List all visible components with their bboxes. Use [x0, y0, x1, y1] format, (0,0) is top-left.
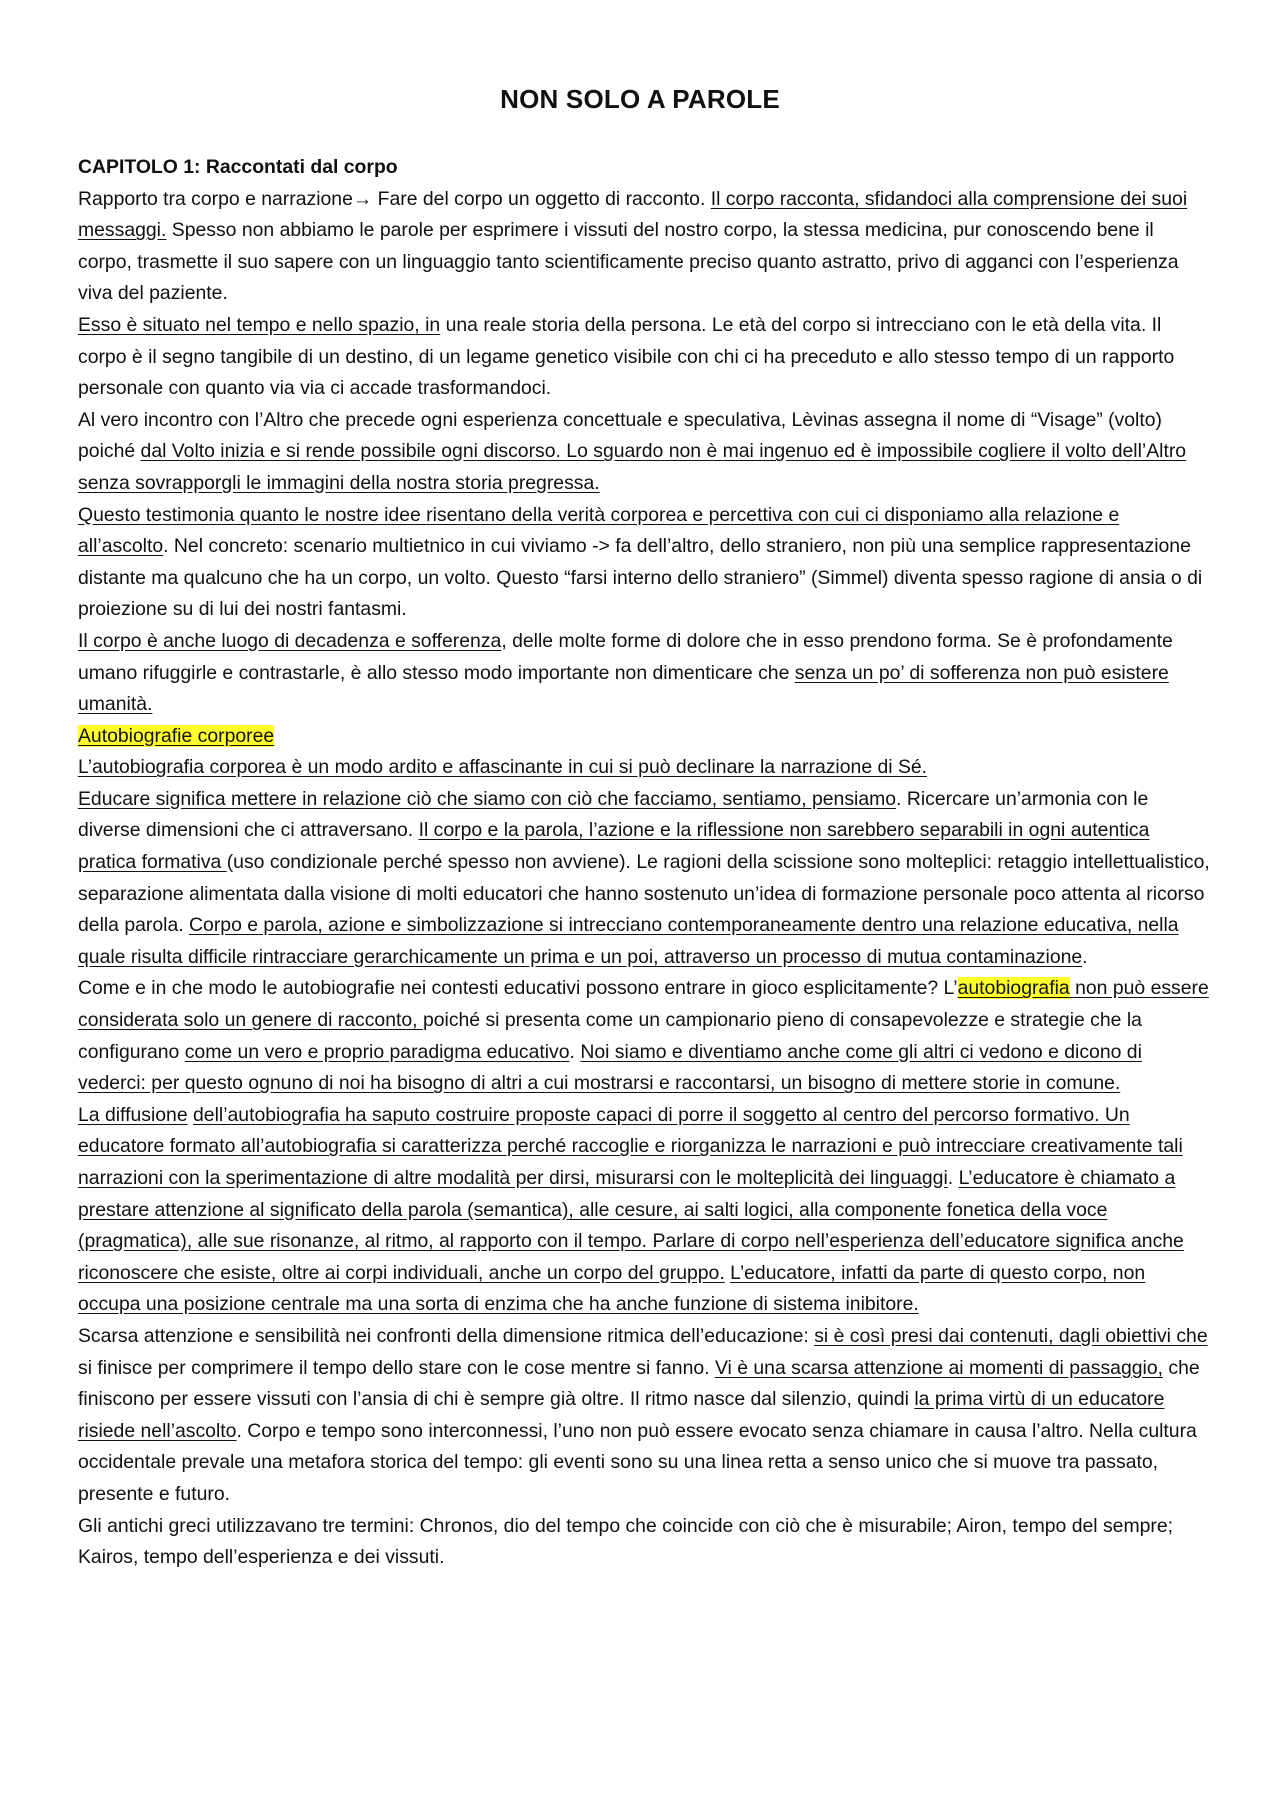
- paragraph: [78, 405, 1212, 500]
- document-body: [78, 152, 1212, 1574]
- text-run: → Fare del corpo un oggetto di racconto.: [352, 187, 711, 210]
- paragraph: [78, 500, 1212, 626]
- text-run: Come e in che modo le autobiografie nei contesti educativi possono entrare in gioco esplicitamente? L’: [78, 977, 958, 1000]
- text-run: (uso condizionale perché spesso non avviene). Le ragioni della scissione sono molteplici: retaggio intellettualistico, separazione alimentata dalla visione di molti educatori che hanno sostenuto un’idea di formazione personale poco attenta al ricorso della parola.: [78, 851, 1210, 937]
- underlined-text: non può essere considerata solo un genere di racconto,: [78, 977, 1209, 1032]
- underlined-text: Corpo e parola, azione e simbolizzazione si intrecciano contemporaneamente dentro una relazione educativa, nella quale risulta difficile rintracciare gerarchicamente un prima e un poi, attraverso un processo di mutua contaminazione: [78, 914, 1179, 968]
- highlighted-text: Autobiografie corporee: [78, 724, 275, 747]
- text-run: Spesso non abbiamo le parole per esprimere i vissuti del nostro corpo, la stessa medicina, pur conoscendo bene il corpo, trasmette il suo sapere con un linguaggio tanto scientificamente preciso quanto astratto, privo di agganci con l’esperienza viva del paziente.: [78, 219, 1179, 305]
- text-run: . Corpo e tempo sono interconnessi, l’uno non può essere evocato senza chiamare in causa l’altro. Nella cultura occidentale prevale una metafora storica del tempo: gli eventi sono su una linea retta a senso unico che si muove tra passato, presente e futuro.: [78, 1419, 1197, 1505]
- paragraph: [78, 626, 1212, 721]
- text-run: .: [569, 1040, 581, 1063]
- text-run: una reale storia della persona. Le età del corpo si intrecciano con le età della vita. Il corpo è il segno tangibile di un destino, di un legame genetico visibile con chi ci ha preceduto e allo stesso tempo di un rapporto personale con quanto via via ci accade trasformandoci.: [78, 313, 1175, 400]
- text-run: .: [1082, 945, 1088, 968]
- underlined-text: dal Volto inizia e si rende possibile ogni discorso. Lo sguardo non è mai ingenuo ed è impossibile cogliere il volto dell’Altro senza sovrapporgli le immagini della nostra storia pregressa.: [78, 440, 1187, 494]
- underlined-text: Questo testimonia quanto le nostre idee risentano della verità corporea e percettiva con cui ci disponiamo alla relazione e all’ascolto: [78, 503, 1120, 558]
- paragraph: [78, 310, 1212, 405]
- underlined-text: Il corpo racconta, sfidandoci alla comprensione dei suoi messaggi.: [78, 187, 1188, 242]
- paragraph: [78, 1100, 1212, 1321]
- text-run: si finisce per comprimere il tempo dello stare con le cose mentre si fanno.: [78, 1356, 715, 1379]
- chapter-heading: CAPITOLO 1: Raccontati dal corpo: [78, 156, 398, 178]
- text-run: Scarsa attenzione e sensibilità nei confronti della dimensione ritmica dell’educazione:: [78, 1324, 815, 1347]
- underlined-text: senza un po’ di sofferenza non può esistere umanità.: [78, 661, 1169, 716]
- highlighted-text: autobiografia: [957, 977, 1070, 1000]
- underlined-text: L’autobiografia corporea è un modo ardito e affascinante in cui si può declinare la narrazione di Sé.: [78, 756, 928, 779]
- text-run: che finiscono per essere vissuti con l’ansia di chi è sempre già oltre. Il ritmo nasce dal silenzio, quindi: [78, 1356, 1200, 1411]
- paragraph: [78, 752, 1212, 784]
- text-run: poiché si presenta come un campionario pieno di consapevolezze e strategie che la configurano: [78, 1009, 1142, 1063]
- text-run: , delle molte forme di dolore che in esso prendono forma. Se è profondamente umano rifuggirle e contrastarle, è allo stesso modo importante non dimenticare che: [78, 629, 1173, 684]
- paragraph: [78, 1511, 1212, 1574]
- underlined-text: Il corpo è anche luogo di decadenza e sofferenza: [78, 629, 502, 652]
- text-run: .: [947, 1167, 959, 1189]
- text-run: . Nel concreto: scenario multietnico in cui viviamo -> fa dell’altro, dello straniero, non più una semplice rappresentazione distante ma qualcuno che ha un corpo, un volto. Questo “farsi interno dello straniero” (Simmel) diventa spesso ragione di ansia o di proiezione su di lui dei nostri fantasmi.: [78, 535, 1203, 621]
- underlined-text: Esso è situato nel tempo e nello spazio, in: [78, 313, 441, 336]
- underlined-text: si è così presi dai contenuti, dagli obiettivi che: [814, 1324, 1208, 1347]
- paragraph: [78, 784, 1212, 974]
- text-run: Al vero incontro con l’Altro che precede ogni esperienza concettuale e speculativa, Lèvinas assegna il nome di “Visage” (volto) poiché: [78, 408, 1162, 463]
- underlined-text: come un vero e proprio paradigma educativo: [184, 1040, 570, 1063]
- text-run: Gli antichi greci utilizzavano tre termini: Chronos, dio del tempo che coincide con ciò che è misurabile; Airon, tempo del sempre; Kairos, tempo dell’esperienza e dei vissuti.: [78, 1514, 1174, 1569]
- underlined-text: Il corpo e la parola, l’azione e la riflessione non sarebbero separabili in ogni autentica pratica formativa: [78, 819, 1150, 874]
- underlined-text: L’educatore, infatti da parte di questo corpo, non occupa una posizione centrale ma una sorta di enzima che ha anche funzione di sistema inibitore.: [78, 1261, 1146, 1316]
- underlined-text: L’educatore è chiamato a prestare attenzione al significato della parola (semantica), alle cesure, ai salti logici, alla componente fonetica della voce (pragmatica), alle sue risonanze, al ritmo, al rapporto con il tempo. Parlare di corpo nell’esperienza dell’educatore significa anche riconoscere che esiste, oltre ai corpi individuali, anche un corpo del gruppo.: [78, 1167, 1184, 1284]
- underlined-text: dell’autobiografia ha saputo costruire proposte capaci di porre il soggetto al centro del percorso formativo. Un educatore formato all’autobiografia si caratterizza perché raccoglie e riorganizza le narrazioni e può intrecciare creativamente tali narrazioni con la sperimentazione di altre modalità per dirsi, misurarsi con le molteplicità dei linguaggi: [78, 1103, 1183, 1189]
- text-run: Rapporto tra corpo e narrazione: [78, 187, 353, 210]
- text-run: . Ricercare un’armonia con le diverse dimensioni che ci attraversano.: [78, 787, 1149, 842]
- paragraph: [78, 184, 1212, 310]
- paragraph: [78, 1321, 1212, 1511]
- paragraph: [78, 721, 1212, 753]
- paragraph: [78, 973, 1212, 1099]
- underlined-text: La diffusione: [78, 1103, 188, 1126]
- underlined-text: Vi è una scarsa attenzione ai momenti di passaggio,: [714, 1356, 1163, 1379]
- underlined-text: Noi siamo e diventiamo anche come gli altri ci vedono e dicono di vederci: per questo ognuno di noi ha bisogno di altri a cui mostrarsi e raccontarsi, un bisogno di mettere storie in comune.: [78, 1040, 1142, 1095]
- underlined-text: Educare significa mettere in relazione ciò che siamo con ciò che facciamo, sentiamo, pensiamo: [78, 787, 897, 810]
- document-title: NON SOLO A PAROLE: [500, 84, 780, 114]
- underlined-text: la prima virtù di un educatore risiede nell’ascolto: [78, 1388, 1165, 1442]
